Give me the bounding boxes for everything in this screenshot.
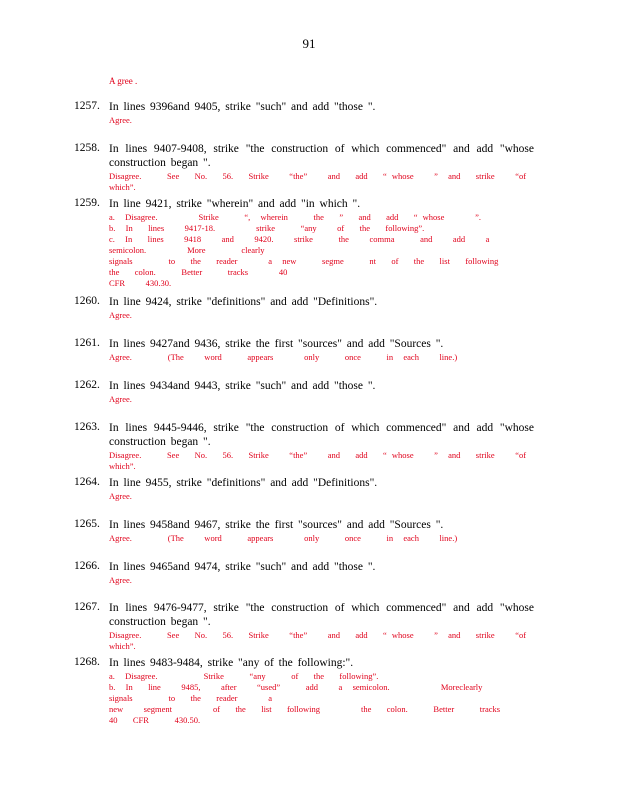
response: [109, 115, 534, 126]
comment-text: In lines 9476-9477, strike "the construction of which commenced" and add "whose construction began ".: [109, 602, 534, 628]
comment-item: [74, 100, 534, 126]
response-line: Disagree. See No. 56. Strike “the” and add “ whose ” and strike “of which”.: [109, 450, 542, 471]
comment-item: [74, 379, 534, 405]
carryover-response: A gree .: [109, 76, 138, 86]
comment-item: [74, 295, 534, 321]
comment-number: 1259.: [74, 197, 100, 209]
comment-item: [74, 421, 542, 472]
comment-item: [74, 142, 542, 193]
comment-number: 1265.: [74, 518, 100, 530]
response: [109, 171, 542, 193]
response-line: Agree.: [109, 310, 132, 320]
response-line: Agree.: [109, 491, 132, 501]
comment-text: In lines 9396and 9405, strike "such" and add "those ".: [109, 101, 376, 113]
comment-item: [74, 197, 540, 289]
comment-number: 1257.: [74, 100, 100, 112]
comment-item: [74, 476, 534, 502]
comment-number: 1266.: [74, 560, 100, 572]
comment-text: In lines 9434and 9443, strike "such" and add "those ".: [109, 380, 376, 392]
response-line: b. In lines 9417-18. strike “any of the following”.: [109, 223, 425, 233]
comment-text: In lines 9465and 9474, strike "such" and add "those ".: [109, 561, 376, 573]
comment-text: In lines 9483-9484, strike "any of the following:".: [109, 657, 354, 669]
response: [109, 212, 540, 289]
comment-number: 1264.: [74, 476, 100, 488]
response-line: Disagree. See No. 56. Strike “the” and add “ whose ” and strike “of which”.: [109, 630, 542, 651]
page-number: 91: [302, 36, 316, 51]
response: [109, 533, 534, 544]
response-line: Agree. (The word appears only once in each line.): [109, 352, 458, 362]
comment-number: 1262.: [74, 379, 100, 391]
comment-number: 1258.: [74, 142, 100, 154]
comment-text: In lines 9458and 9467, strike the first "sources" and add "Sources ".: [109, 519, 444, 531]
response-line: b. In line 9485, after “used” add a semicolon. Moreclearly signals to the reader a: [109, 682, 539, 703]
response-line: a. Disagree. Strike “any of the following”.: [109, 671, 379, 681]
response: [109, 671, 539, 726]
response-line: Agree.: [109, 394, 132, 404]
comment-text: In line 9424, strike "definitions" and add "Definitions".: [109, 296, 378, 308]
comment-text: In lines 9427and 9436, strike the first "sources" and add "Sources ".: [109, 338, 444, 350]
response-line: Agree. (The word appears only once in each line.): [109, 533, 458, 543]
response-line: Disagree. See No. 56. Strike “the” and add “ whose ” and strike “of which”.: [109, 171, 542, 192]
comment-text: In lines 9407-9408, strike "the construction of which commenced" and add "whose construction began ".: [109, 143, 534, 169]
comment-number: 1267.: [74, 601, 100, 613]
comment-text: In lines 9445-9446, strike "the construction of which commenced" and add "whose construction began ".: [109, 422, 534, 448]
response-line: a. Disagree. Strike “, wherein the ” and add “ whose ”.: [109, 212, 482, 222]
response-line: Agree.: [109, 575, 132, 585]
response: [109, 310, 534, 321]
comment-item: [74, 601, 542, 652]
response: [109, 491, 534, 502]
response-line: c. In lines 9418 and 9420. strike the comma and add a semicolon. More clearly: [109, 234, 500, 255]
comment-item: [74, 518, 534, 544]
response-line: CFR 430.30.: [109, 278, 172, 288]
comment-text: In line 9421, strike "wherein" and add "in which ".: [109, 198, 361, 210]
response-line: Agree.: [109, 115, 132, 125]
comment-item: [74, 656, 539, 726]
response: [109, 352, 534, 363]
response: [109, 450, 542, 472]
comment-number: 1263.: [74, 421, 100, 433]
comment-item: [74, 337, 534, 363]
response: [109, 394, 534, 405]
comment-item: [74, 560, 534, 586]
comment-number: 1268.: [74, 656, 100, 668]
comment-number: 1261.: [74, 337, 100, 349]
response: [109, 575, 534, 586]
comment-number: 1260.: [74, 295, 100, 307]
response: [109, 630, 542, 652]
response-line: new segment of the list following the colon. Better tracks 40 CFR 430.50.: [109, 704, 531, 725]
comment-text: In line 9455, strike "definitions" and add "Definitions".: [109, 477, 378, 489]
response-line: signals to the reader a new segme nt of the list following the colon. Better tracks 40: [109, 256, 540, 277]
